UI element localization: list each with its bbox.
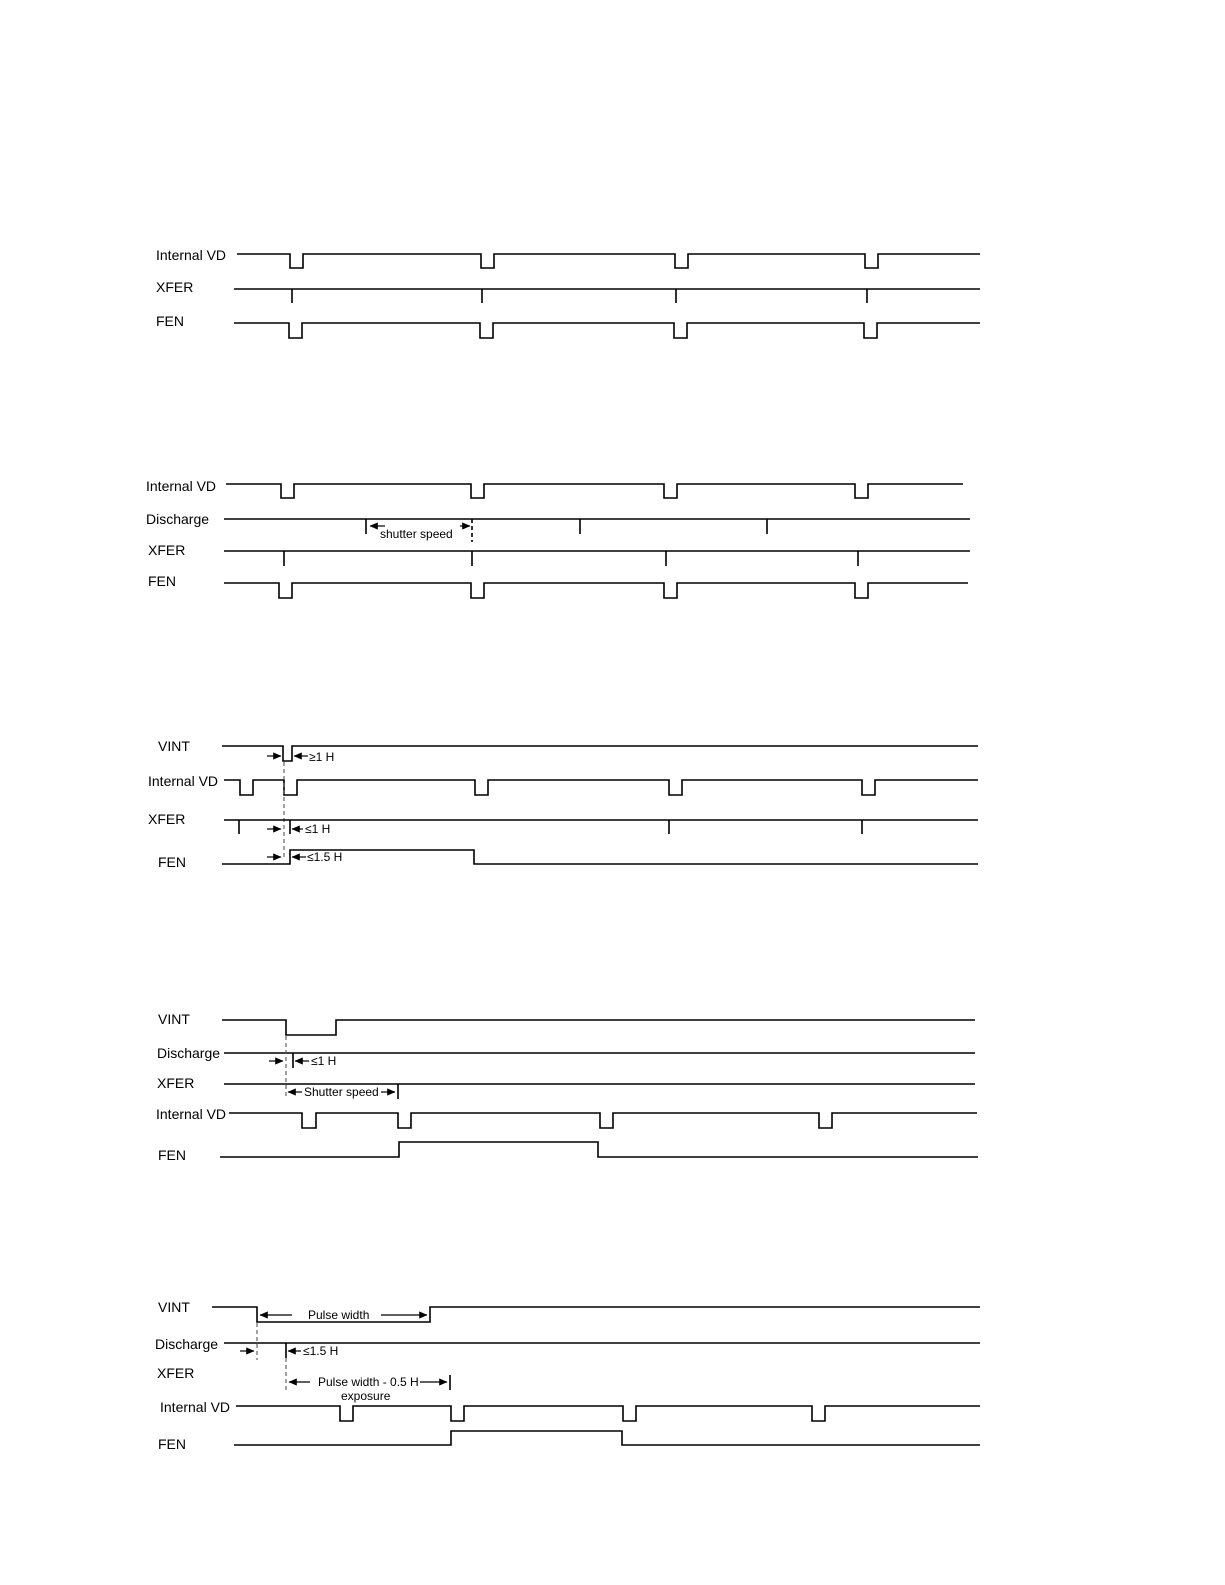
- signal-label-xfer: XFER: [157, 1075, 195, 1091]
- waveform-internal-vd: [236, 1406, 980, 1421]
- signal-label-fen: FEN: [156, 313, 184, 329]
- exposure-label: exposure: [341, 1389, 391, 1403]
- signal-label-vint: VINT: [158, 1011, 190, 1027]
- signal-label-fen: FEN: [158, 1436, 186, 1452]
- signal-label-vint: VINT: [158, 738, 190, 754]
- pulse-width-label: Pulse width: [308, 1308, 370, 1322]
- signal-label-fen: FEN: [148, 573, 176, 589]
- waveform-discharge: [224, 519, 970, 534]
- waveform-fen: [224, 583, 968, 598]
- discharge-max-label: ≤1.5 H: [303, 1344, 339, 1358]
- exposure-width-label: Pulse width - 0.5 H: [318, 1375, 419, 1389]
- waveform-xfer: [234, 289, 980, 303]
- signal-label-fen: FEN: [158, 854, 186, 870]
- signal-label-internal-vd: Internal VD: [148, 773, 219, 789]
- waveform-internal-vd: [226, 484, 963, 498]
- signal-label-xfer: XFER: [148, 811, 186, 827]
- waveform-fen: [234, 1431, 980, 1445]
- signal-label-xfer: XFER: [157, 1365, 195, 1381]
- waveform-xfer: [224, 551, 970, 566]
- signal-label-internal-vd: Internal VD: [146, 478, 217, 494]
- timing-diagram-5: [155, 1299, 980, 1452]
- signal-label-discharge: Discharge: [155, 1336, 219, 1352]
- waveform-discharge: [224, 1053, 975, 1068]
- signal-label-internal-vd: Internal VD: [160, 1399, 231, 1415]
- waveform-vint: [222, 746, 978, 761]
- waveform-xfer: [224, 820, 978, 834]
- timing-diagram-3: [148, 738, 978, 870]
- timing-diagram-4: [156, 1011, 978, 1163]
- waveform-internal-vd: [237, 254, 980, 268]
- signal-label-discharge: Discharge: [157, 1045, 221, 1061]
- timing-diagram-1: [156, 247, 980, 338]
- vint-min-label: ≥1 H: [309, 750, 335, 764]
- fen-max-label: ≤1.5 H: [307, 850, 343, 864]
- signal-label-xfer: XFER: [156, 279, 194, 295]
- waveform-fen: [234, 323, 980, 338]
- waveform-vint: [222, 1020, 975, 1035]
- signal-label-fen: FEN: [158, 1147, 186, 1163]
- shutter-speed-label: Shutter speed: [304, 1085, 379, 1099]
- discharge-max-label: ≤1 H: [311, 1054, 337, 1068]
- xfer-max-label: ≤1 H: [305, 822, 331, 836]
- shutter-speed-label: shutter speed: [380, 527, 453, 541]
- signal-label-discharge: Discharge: [146, 511, 210, 527]
- signal-label-internal-vd: Internal VD: [156, 1106, 227, 1122]
- waveform-internal-vd: [229, 1113, 977, 1128]
- timing-diagram-2: [146, 478, 970, 598]
- waveform-fen: [220, 1142, 978, 1157]
- waveform-internal-vd: [224, 780, 978, 795]
- signal-label-vint: VINT: [158, 1299, 190, 1315]
- signal-label-xfer: XFER: [148, 542, 186, 558]
- signal-label-internal-vd: Internal VD: [156, 247, 227, 263]
